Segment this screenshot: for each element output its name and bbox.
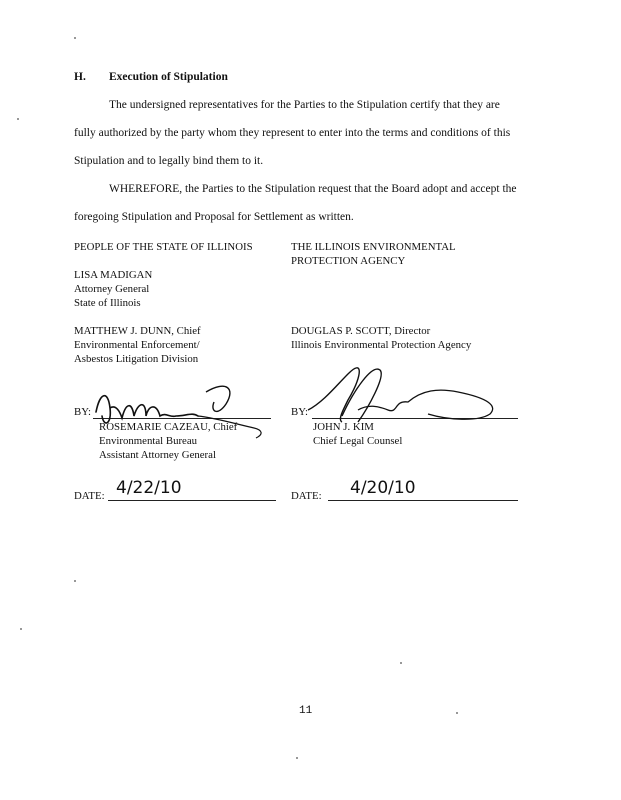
paragraph-1-line-2: fully authorized by the party whom they represent to enter into the terms and conditions of this <box>74 127 511 139</box>
section-letter: H. <box>74 71 86 83</box>
left-date-line <box>108 500 276 501</box>
right-director-name: DOUGLAS P. SCOTT, Director <box>291 325 431 337</box>
scan-speck <box>400 662 402 664</box>
scan-speck <box>456 712 458 714</box>
scan-speck <box>17 118 19 120</box>
right-by-label: BY: <box>291 406 309 418</box>
right-party-heading-line-2: PROTECTION AGENCY <box>291 255 406 267</box>
right-date-line <box>328 500 518 501</box>
left-attorney-state: State of Illinois <box>74 297 141 309</box>
left-chief-name: MATTHEW J. DUNN, Chief <box>74 325 201 337</box>
left-date-label: DATE: <box>74 490 105 502</box>
right-date-label: DATE: <box>291 490 322 502</box>
left-attorney-title: Attorney General <box>74 283 150 295</box>
paragraph-2-line-1: WHEREFORE, the Parties to the Stipulation request that the Board adopt and accept the <box>109 183 517 195</box>
left-signer-line-2: Environmental Bureau <box>99 435 198 447</box>
scan-speck <box>74 580 76 582</box>
scan-speck <box>20 628 22 630</box>
left-signer-line-3: Assistant Attorney General <box>99 449 216 461</box>
section-title: Execution of Stipulation <box>109 71 228 83</box>
right-signer-title: Chief Legal Counsel <box>313 435 403 447</box>
right-date-handwritten: 4/20/10 <box>350 478 416 498</box>
left-signer-name: ROSEMARIE CAZEAU, Chief <box>99 421 238 433</box>
left-by-label: BY: <box>74 406 92 418</box>
scan-speck <box>74 37 76 39</box>
left-chief-line-3: Asbestos Litigation Division <box>74 353 199 365</box>
right-director-line-2: Illinois Environmental Protection Agency <box>291 339 472 351</box>
scan-speck <box>296 757 298 759</box>
paragraph-1-line-3: Stipulation and to legally bind them to it. <box>74 155 264 167</box>
left-date-handwritten: 4/22/10 <box>116 478 182 498</box>
left-chief-line-2: Environmental Enforcement/ <box>74 339 200 351</box>
right-party-heading-line-1: THE ILLINOIS ENVIRONMENTAL <box>291 241 456 253</box>
paragraph-1-line-1: The undersigned representatives for the Parties to the Stipulation certify that they are <box>109 99 500 111</box>
left-party-heading: PEOPLE OF THE STATE OF ILLINOIS <box>74 241 253 253</box>
paragraph-2-line-2: foregoing Stipulation and Proposal for Settlement as written. <box>74 211 354 223</box>
right-signer-name: JOHN J. KIM <box>313 421 374 433</box>
page-number: 11 <box>299 705 313 717</box>
left-attorney-name: LISA MADIGAN <box>74 269 153 281</box>
